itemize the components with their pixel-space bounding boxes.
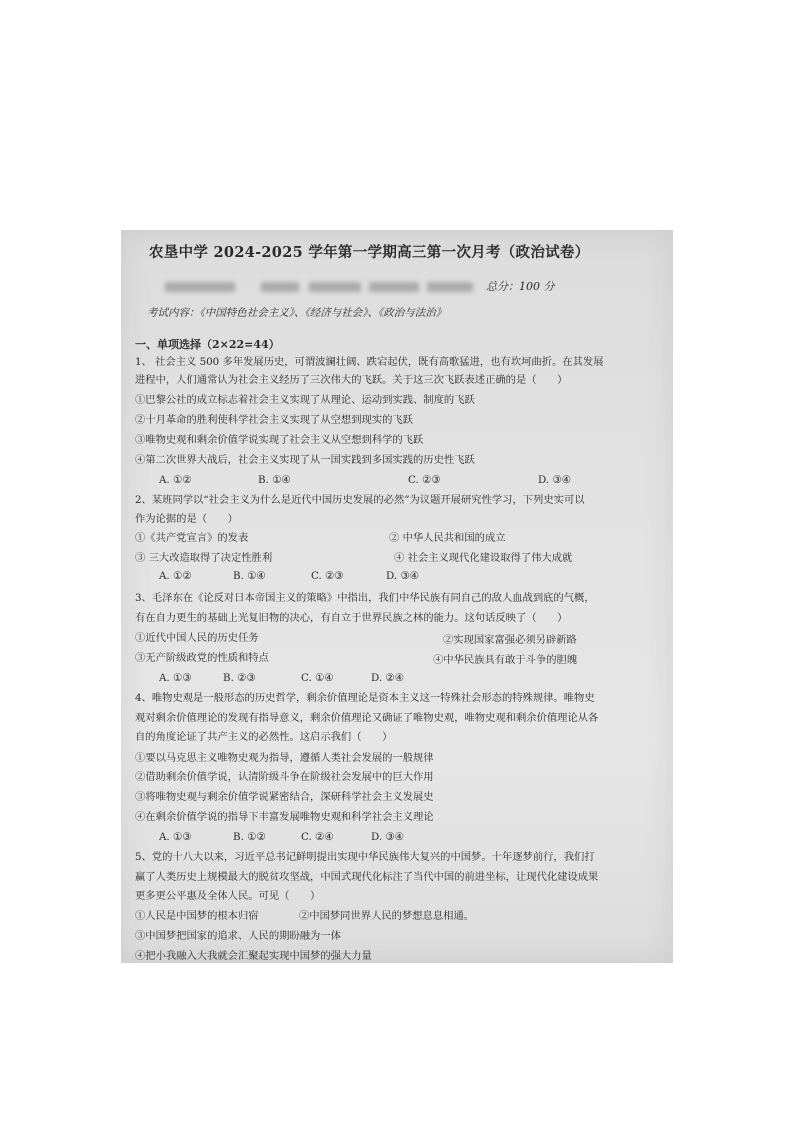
question-3-choice-d: D. ②④ xyxy=(371,672,404,684)
redacted-info xyxy=(261,282,299,292)
question-4-statement: ③将唯物史观与剩余价值学说紧密结合，深研科学社会主义发展史 xyxy=(135,791,434,803)
section-heading: 一、单项选择（2×22=44） xyxy=(135,338,280,351)
question-5-statement: ③中国梦把国家的追求、人民的期盼融为一体 xyxy=(135,930,341,942)
question-1-choice-b: B. ①④ xyxy=(258,474,291,486)
question-4-choice-a: A. ①③ xyxy=(159,831,192,843)
question-5-statement: ④把小我融入大我就会汇聚起实现中国梦的强大力量 xyxy=(135,950,372,962)
exam-scope: 考试内容：《中国特色社会主义》、《经济与社会》、《政治与法治》 xyxy=(147,307,447,319)
question-1-statement: ④第二次世界大战后，社会主义实现了从一国实践到多国实践的历史性飞跃 xyxy=(135,454,475,466)
question-1-choice-a: A. ①② xyxy=(159,474,192,486)
question-3-choice-a: A. ①③ xyxy=(159,672,192,684)
question-2-statement: ④ 社会主义现代化建设取得了伟大成就 xyxy=(394,552,573,564)
question-4-statement: ②借助剩余价值学说，认清阶级斗争在阶级社会发展中的巨大作用 xyxy=(135,771,434,783)
question-2-statement: ② 中华人民共和国的成立 xyxy=(389,532,506,544)
question-3-choice-c: C. ①④ xyxy=(301,672,334,684)
question-3-statement: ①近代中国人民的历史任务 xyxy=(135,632,259,644)
question-1-text: 进程中，人们通常认为社会主义经历了三次伟大的飞跃。关于这三次飞跃表述正确的是（ ） xyxy=(135,374,568,386)
question-2-choice-a: A. ①② xyxy=(159,570,192,582)
question-4-text: 4、唯物史观是一般形态的历史哲学，剩余价值理论是资本主义这一特殊社会形态的特殊规律。唯物史 xyxy=(135,692,595,704)
redacted-info xyxy=(427,282,473,292)
question-2-text: 2、某班同学以“社会主义为什么是近代中国历史发展的必然”为议题开展研究性学习，下列史实可以 xyxy=(135,494,585,506)
question-3-statement: ③无产阶级政党的性质和特点 xyxy=(135,652,269,664)
question-4-text: 自的角度论证了共产主义的必然性。这启示我们（ ） xyxy=(135,731,393,743)
redacted-info xyxy=(165,282,235,292)
question-5-text: 赢了人类历史上规模最大的脱贫攻坚战，中国式现代化标注了当代中国的前进坐标，让现代化建设成果 xyxy=(135,871,599,883)
question-2-statement: ③ 三大改造取得了决定性胜利 xyxy=(135,552,273,564)
question-5-statement: ①人民是中国梦的根本归宿 xyxy=(135,910,259,922)
question-1-choice-c: C. ②③ xyxy=(408,474,441,486)
question-1-text: 1、 社会主义 500 多年发展历史，可谓波澜壮阔、跌宕起伏，既有高歌猛进，也有坎坷曲折。在其发展 xyxy=(135,356,604,368)
exam-title: 农垦中学 2024-2025 学年第一学期高三第一次月考（政治试卷） xyxy=(149,244,590,261)
question-4-choice-d: D. ③④ xyxy=(371,831,404,843)
question-4-choice-c: C. ②④ xyxy=(301,831,334,843)
question-4-choice-b: B. ①② xyxy=(233,831,266,843)
question-4-text: 观对剩余价值理论的发现有指导意义，剩余价值理论又确证了唯物史观，唯物史观和剩余价值理论从各 xyxy=(135,712,599,724)
question-3-text: 有在自力更生的基础上光复旧物的决心，有自立于世界民族之林的能力。这句话反映了（ ） xyxy=(135,612,568,624)
question-1-statement: ①巴黎公社的成立标志着社会主义实现了从理论、运动到实践、制度的飞跃 xyxy=(135,394,475,406)
question-5-text: 更多更公平惠及全体人民。可见（ ） xyxy=(135,890,321,902)
question-4-statement: ④在剩余价值学说的指导下丰富发展唯物史观和科学社会主义理论 xyxy=(135,811,434,823)
question-1-choice-d: D. ③④ xyxy=(538,474,571,486)
question-3-statement: ④中华民族具有敢于斗争的胆魄 xyxy=(433,654,578,666)
question-1-statement: ③唯物史观和剩余价值学说实现了社会主义从空想到科学的飞跃 xyxy=(135,434,424,446)
redacted-info xyxy=(309,282,361,292)
question-2-choice-d: D. ③④ xyxy=(386,570,419,582)
redacted-info xyxy=(369,282,419,292)
question-2-choice-c: C. ②③ xyxy=(311,570,344,582)
question-1-statement: ②十月革命的胜利使科学社会主义实现了从空想到现实的飞跃 xyxy=(135,414,414,426)
question-4-statement: ①要以马克思主义唯物史观为指导，遵循人类社会发展的一般规律 xyxy=(135,752,434,764)
question-2-text: 作为论据的是（ ） xyxy=(135,513,238,525)
question-2-choice-b: B. ①④ xyxy=(233,570,266,582)
question-3-choice-b: B. ②③ xyxy=(223,672,256,684)
exam-paper-photo xyxy=(121,230,673,963)
question-5-statement: ②中国梦同世界人民的梦想息息相通。 xyxy=(299,910,475,922)
question-2-statement: ①《共产党宣言》的发表 xyxy=(135,532,249,544)
question-3-text: 3、毛泽东在《论反对日本帝国主义的策略》中指出，我们中华民族有同自己的敌人血战到底的气概， xyxy=(135,592,595,604)
question-3-statement: ②实现国家富强必须另辟新路 xyxy=(443,634,577,646)
total-score: 总分：100 分 xyxy=(486,280,555,293)
question-5-text: 5、党的十八大以来，习近平总书记鲜明提出实现中华民族伟大复兴的中国梦。十年逐梦前行，我们打 xyxy=(135,851,595,863)
